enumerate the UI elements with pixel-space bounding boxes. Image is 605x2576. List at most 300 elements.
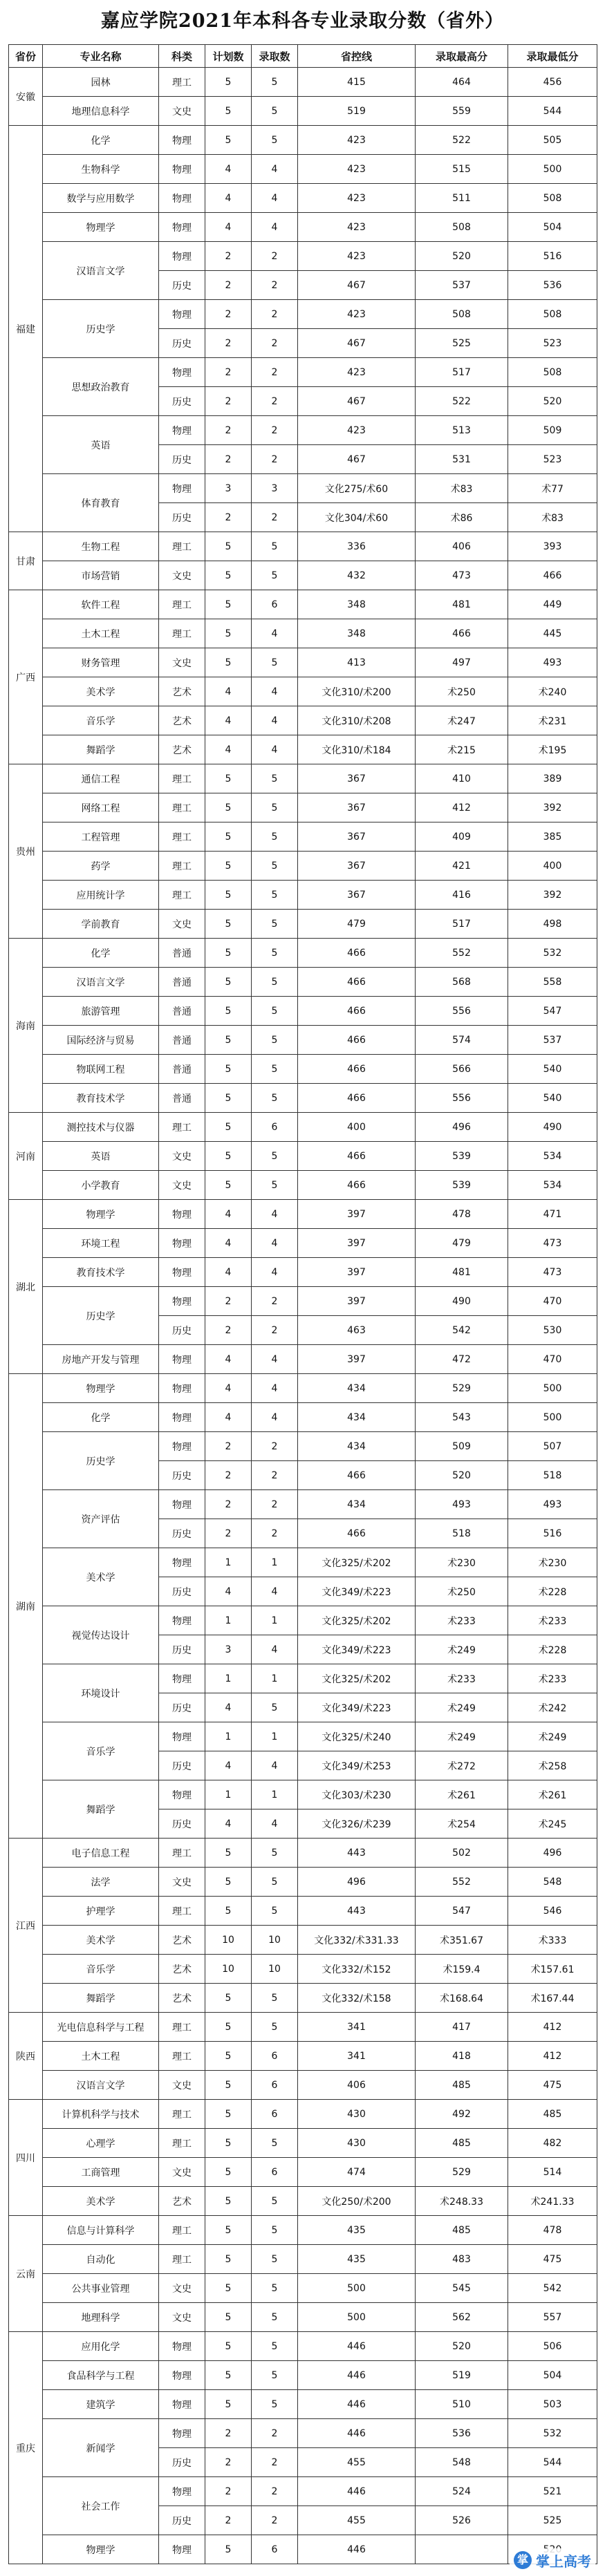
major-cell: 英语 (43, 416, 159, 474)
major-cell: 工程管理 (43, 822, 159, 852)
max-score-cell: 术248.33 (416, 2187, 508, 2216)
table-row (9, 1897, 597, 1926)
min-score-cell: 496 (508, 1839, 597, 1868)
min-score-cell: 558 (508, 968, 597, 997)
major-cell: 新闻学 (43, 2419, 159, 2477)
admitted-cell: 5 (252, 881, 298, 910)
min-score-cell: 470 (508, 1287, 597, 1316)
major-cell: 药学 (43, 852, 159, 881)
min-score-cell: 544 (508, 2448, 597, 2477)
table-row (9, 532, 597, 561)
major-cell: 历史学 (43, 1432, 159, 1490)
max-score-cell: 术83 (416, 474, 508, 503)
max-score-cell: 515 (416, 155, 508, 184)
admitted-cell: 4 (252, 1258, 298, 1287)
control-line-cell: 341 (298, 2013, 416, 2042)
category-cell: 历史 (159, 1635, 205, 1664)
min-score-cell: 504 (508, 213, 597, 242)
min-score-cell: 456 (508, 68, 597, 97)
admitted-cell: 5 (252, 1693, 298, 1722)
major-cell: 通信工程 (43, 764, 159, 793)
major-cell: 环境设计 (43, 1664, 159, 1722)
major-cell: 资产评估 (43, 1490, 159, 1548)
table-row (9, 416, 597, 445)
min-score-cell: 532 (508, 2419, 597, 2448)
table-row (9, 735, 597, 764)
control-line-cell: 423 (298, 126, 416, 155)
control-line-cell: 423 (298, 184, 416, 213)
category-cell: 物理 (159, 474, 205, 503)
max-score-cell: 536 (416, 2419, 508, 2448)
category-cell: 物理 (159, 2332, 205, 2361)
plan-cell: 5 (205, 590, 252, 619)
table-row (9, 1490, 597, 1519)
control-line-cell: 423 (298, 358, 416, 387)
max-score-cell: 术168.64 (416, 1984, 508, 2013)
max-score-cell: 485 (416, 2216, 508, 2245)
table-row (9, 68, 597, 97)
plan-cell: 5 (205, 2158, 252, 2187)
min-score-cell: 术230 (508, 1548, 597, 1577)
min-score-cell: 523 (508, 445, 597, 474)
max-score-cell: 548 (416, 2448, 508, 2477)
plan-cell: 5 (205, 2303, 252, 2332)
max-score-cell: 术250 (416, 1577, 508, 1606)
category-cell: 理工 (159, 532, 205, 561)
control-line-cell: 466 (298, 1461, 416, 1490)
control-line-cell: 文化325/术202 (298, 1664, 416, 1693)
category-cell: 物理 (159, 213, 205, 242)
category-cell: 历史 (159, 271, 205, 300)
plan-cell: 2 (205, 300, 252, 329)
plan-cell: 2 (205, 1490, 252, 1519)
table-row (9, 242, 597, 271)
major-cell: 美术学 (43, 677, 159, 706)
category-cell: 历史 (159, 1809, 205, 1839)
admitted-cell: 1 (252, 1722, 298, 1751)
min-score-cell: 508 (508, 300, 597, 329)
major-cell: 旅游管理 (43, 997, 159, 1026)
major-cell: 法学 (43, 1868, 159, 1897)
admitted-cell: 5 (252, 561, 298, 590)
min-score-cell: 485 (508, 2100, 597, 2129)
table-row (9, 2129, 597, 2158)
table-row (9, 126, 597, 155)
max-score-cell: 410 (416, 764, 508, 793)
category-cell: 历史 (159, 2448, 205, 2477)
major-cell: 市场营销 (43, 561, 159, 590)
plan-cell: 5 (205, 2390, 252, 2419)
category-cell: 艺术 (159, 677, 205, 706)
admitted-cell: 5 (252, 1171, 298, 1200)
major-cell: 美术学 (43, 2187, 159, 2216)
max-score-cell: 508 (416, 213, 508, 242)
control-line-cell: 466 (298, 1519, 416, 1548)
control-line-cell: 463 (298, 1316, 416, 1345)
category-cell: 理工 (159, 1839, 205, 1868)
table-row (9, 2100, 597, 2129)
category-cell: 物理 (159, 1287, 205, 1316)
min-score-cell: 523 (508, 329, 597, 358)
category-cell: 物理 (159, 1606, 205, 1635)
max-score-cell: 409 (416, 822, 508, 852)
table-row (9, 1955, 597, 1984)
plan-cell: 5 (205, 2535, 252, 2564)
max-score-cell: 562 (416, 2303, 508, 2332)
control-line-cell: 文化325/术202 (298, 1606, 416, 1635)
category-cell: 历史 (159, 1461, 205, 1490)
max-score-cell: 547 (416, 1897, 508, 1926)
plan-cell: 5 (205, 1984, 252, 2013)
max-score-cell: 485 (416, 2071, 508, 2100)
min-score-cell: 509 (508, 416, 597, 445)
control-line-cell: 367 (298, 822, 416, 852)
table-row (9, 619, 597, 648)
min-score-cell: 500 (508, 1403, 597, 1432)
control-line-cell: 397 (298, 1200, 416, 1229)
admitted-cell: 1 (252, 1548, 298, 1577)
page-title: 嘉应学院2021年本科各专业录取分数（省外） (100, 10, 505, 32)
category-cell: 理工 (159, 881, 205, 910)
max-score-cell: 522 (416, 126, 508, 155)
min-score-cell: 546 (508, 1897, 597, 1926)
max-score-cell: 421 (416, 852, 508, 881)
control-line-cell: 446 (298, 2361, 416, 2390)
control-line-cell: 496 (298, 1868, 416, 1897)
max-score-cell: 517 (416, 358, 508, 387)
min-score-cell: 389 (508, 764, 597, 793)
plan-cell: 2 (205, 242, 252, 271)
table-row (9, 184, 597, 213)
major-cell: 食品科学与工程 (43, 2361, 159, 2390)
table-row (9, 155, 597, 184)
table-row (9, 2535, 597, 2564)
admitted-cell: 5 (252, 2390, 298, 2419)
max-score-cell: 556 (416, 1084, 508, 1113)
admitted-cell: 3 (252, 474, 298, 503)
major-cell: 数学与应用数学 (43, 184, 159, 213)
admitted-cell: 5 (252, 1984, 298, 2013)
control-line-cell: 479 (298, 910, 416, 939)
admitted-cell: 10 (252, 1955, 298, 1984)
min-score-cell: 术261 (508, 1780, 597, 1809)
category-cell: 艺术 (159, 735, 205, 764)
plan-cell: 3 (205, 474, 252, 503)
admitted-cell: 5 (252, 997, 298, 1026)
min-score-cell: 475 (508, 2245, 597, 2274)
control-line-cell: 434 (298, 1403, 416, 1432)
control-line-cell: 415 (298, 68, 416, 97)
control-line-cell: 443 (298, 1839, 416, 1868)
max-score-cell: 485 (416, 2129, 508, 2158)
category-cell: 理工 (159, 764, 205, 793)
min-score-cell: 466 (508, 561, 597, 590)
plan-cell: 5 (205, 97, 252, 126)
plan-cell: 4 (205, 184, 252, 213)
plan-cell: 5 (205, 1839, 252, 1868)
admitted-cell: 4 (252, 1403, 298, 1432)
category-cell: 物理 (159, 2419, 205, 2448)
min-score-cell: 493 (508, 648, 597, 677)
max-score-cell: 497 (416, 648, 508, 677)
max-score-cell: 529 (416, 2158, 508, 2187)
table-row (9, 2274, 597, 2303)
admitted-cell: 2 (252, 387, 298, 416)
admitted-cell: 5 (252, 2013, 298, 2042)
plan-cell: 5 (205, 532, 252, 561)
admitted-cell: 5 (252, 1055, 298, 1084)
plan-cell: 5 (205, 968, 252, 997)
category-cell: 物理 (159, 184, 205, 213)
major-cell: 历史学 (43, 300, 159, 358)
admitted-cell: 2 (252, 416, 298, 445)
category-cell: 文史 (159, 2071, 205, 2100)
min-score-cell: 400 (508, 852, 597, 881)
table-row (9, 1258, 597, 1287)
major-cell: 视觉传达设计 (43, 1606, 159, 1664)
table-row (9, 2013, 597, 2042)
admitted-cell: 5 (252, 2274, 298, 2303)
province-cell: 广西 (9, 590, 43, 764)
plan-cell: 2 (205, 1519, 252, 1548)
control-line-cell: 397 (298, 1287, 416, 1316)
major-cell: 物理学 (43, 2535, 159, 2564)
category-cell: 理工 (159, 2216, 205, 2245)
min-score-cell: 537 (508, 1026, 597, 1055)
category-cell: 历史 (159, 329, 205, 358)
plan-cell: 5 (205, 68, 252, 97)
table-row (9, 2216, 597, 2245)
major-cell: 体育教育 (43, 474, 159, 532)
control-line-cell: 443 (298, 1897, 416, 1926)
plan-cell: 5 (205, 793, 252, 822)
table-row (9, 881, 597, 910)
plan-cell: 2 (205, 445, 252, 474)
min-score-cell: 392 (508, 881, 597, 910)
table-row (9, 1664, 597, 1693)
admitted-cell: 6 (252, 2042, 298, 2071)
admitted-cell: 2 (252, 300, 298, 329)
category-cell: 普通 (159, 1055, 205, 1084)
admitted-cell: 5 (252, 532, 298, 561)
admitted-cell: 2 (252, 1461, 298, 1490)
plan-cell: 10 (205, 1926, 252, 1955)
table-row (9, 2477, 597, 2506)
major-cell: 信息与计算科学 (43, 2216, 159, 2245)
control-line-cell: 文化303/术230 (298, 1780, 416, 1809)
admitted-cell: 2 (252, 358, 298, 387)
category-cell: 物理 (159, 126, 205, 155)
min-score-cell: 449 (508, 590, 597, 619)
max-score-cell: 术215 (416, 735, 508, 764)
max-score-cell: 542 (416, 1316, 508, 1345)
control-line-cell: 文化304/术60 (298, 503, 416, 532)
admitted-cell: 5 (252, 1868, 298, 1897)
control-line-cell: 466 (298, 1084, 416, 1113)
admitted-cell: 4 (252, 1345, 298, 1374)
max-score-cell: 513 (416, 416, 508, 445)
table-row (9, 968, 597, 997)
min-score-cell: 507 (508, 1432, 597, 1461)
major-cell: 生物科学 (43, 155, 159, 184)
table-row (9, 997, 597, 1026)
major-cell: 音乐学 (43, 706, 159, 735)
control-line-cell: 367 (298, 881, 416, 910)
category-cell: 历史 (159, 445, 205, 474)
category-cell: 历史 (159, 503, 205, 532)
control-line-cell: 466 (298, 997, 416, 1026)
category-cell: 物理 (159, 1403, 205, 1432)
max-score-cell: 529 (416, 1374, 508, 1403)
admitted-cell: 2 (252, 1316, 298, 1345)
control-line-cell: 430 (298, 2100, 416, 2129)
control-line-cell: 文化332/术158 (298, 1984, 416, 2013)
major-cell: 英语 (43, 1142, 159, 1171)
control-line-cell: 文化332/术152 (298, 1955, 416, 1984)
province-cell: 河南 (9, 1113, 43, 1200)
category-cell: 物理 (159, 1664, 205, 1693)
province-cell: 湖南 (9, 1374, 43, 1839)
min-score-cell: 482 (508, 2129, 597, 2158)
control-line-cell: 336 (298, 532, 416, 561)
category-cell: 物理 (159, 1548, 205, 1577)
category-cell: 文史 (159, 1171, 205, 1200)
max-score-cell: 术230 (416, 1548, 508, 1577)
control-line-cell: 348 (298, 619, 416, 648)
min-score-cell: 术228 (508, 1635, 597, 1664)
plan-cell: 5 (205, 910, 252, 939)
control-line-cell: 文化349/术253 (298, 1751, 416, 1780)
plan-cell: 5 (205, 1171, 252, 1200)
category-cell: 理工 (159, 619, 205, 648)
min-score-cell: 493 (508, 1490, 597, 1519)
plan-cell: 5 (205, 1026, 252, 1055)
max-score-cell: 502 (416, 1839, 508, 1868)
control-line-cell: 397 (298, 1229, 416, 1258)
control-line-cell: 文化349/术223 (298, 1577, 416, 1606)
max-score-cell: 525 (416, 329, 508, 358)
max-score-cell: 418 (416, 2042, 508, 2071)
control-line-cell: 446 (298, 2535, 416, 2564)
category-cell: 文史 (159, 648, 205, 677)
admitted-cell: 1 (252, 1664, 298, 1693)
category-cell: 普通 (159, 939, 205, 968)
table-row (9, 2303, 597, 2332)
max-score-cell: 466 (416, 619, 508, 648)
control-line-cell: 423 (298, 155, 416, 184)
category-cell: 理工 (159, 590, 205, 619)
control-line-cell: 413 (298, 648, 416, 677)
major-cell: 地理科学 (43, 2303, 159, 2332)
plan-cell: 2 (205, 416, 252, 445)
admitted-cell: 2 (252, 271, 298, 300)
category-cell: 理工 (159, 1897, 205, 1926)
major-cell: 小学教育 (43, 1171, 159, 1200)
min-score-cell: 术83 (508, 503, 597, 532)
control-line-cell: 文化250/术200 (298, 2187, 416, 2216)
max-score-cell: 490 (416, 1287, 508, 1316)
category-cell: 物理 (159, 2361, 205, 2390)
min-score-cell: 532 (508, 939, 597, 968)
control-line-cell: 446 (298, 2419, 416, 2448)
category-cell: 物理 (159, 2477, 205, 2506)
max-score-cell: 464 (416, 68, 508, 97)
min-score-cell: 术233 (508, 1664, 597, 1693)
table-row (9, 1113, 597, 1142)
min-score-cell: 520 (508, 387, 597, 416)
table-row (9, 1868, 597, 1897)
min-score-cell: 547 (508, 997, 597, 1026)
major-cell: 测控技术与仪器 (43, 1113, 159, 1142)
category-cell: 理工 (159, 793, 205, 822)
max-score-cell: 496 (416, 1113, 508, 1142)
min-score-cell: 术77 (508, 474, 597, 503)
max-score-cell: 492 (416, 2100, 508, 2129)
logo-icon: 掌 (514, 2551, 532, 2569)
min-score-cell: 534 (508, 1142, 597, 1171)
plan-cell: 5 (205, 1055, 252, 1084)
plan-cell: 5 (205, 648, 252, 677)
control-line-cell: 341 (298, 2042, 416, 2071)
major-cell: 环境工程 (43, 1229, 159, 1258)
max-score-cell: 520 (416, 2332, 508, 2361)
admitted-cell: 4 (252, 1635, 298, 1664)
plan-cell: 2 (205, 2448, 252, 2477)
max-score-cell: 522 (416, 387, 508, 416)
admitted-cell: 1 (252, 1606, 298, 1635)
table-row (9, 590, 597, 619)
table-row (9, 1287, 597, 1316)
control-line-cell: 367 (298, 852, 416, 881)
table-row (9, 1432, 597, 1461)
plan-cell: 4 (205, 1403, 252, 1432)
major-cell: 房地产开发与管理 (43, 1345, 159, 1374)
province-cell: 安徽 (9, 68, 43, 126)
admitted-cell: 4 (252, 619, 298, 648)
max-score-cell: 508 (416, 300, 508, 329)
max-score-cell: 539 (416, 1171, 508, 1200)
min-score-cell: 术231 (508, 706, 597, 735)
admitted-cell: 5 (252, 822, 298, 852)
table-row (9, 2042, 597, 2071)
control-line-cell: 455 (298, 2448, 416, 2477)
category-cell: 普通 (159, 968, 205, 997)
control-line-cell: 文化332/术331.33 (298, 1926, 416, 1955)
plan-cell: 4 (205, 1751, 252, 1780)
max-score-cell: 510 (416, 2390, 508, 2419)
min-score-cell: 术240 (508, 677, 597, 706)
table-row (9, 2158, 597, 2187)
major-cell: 应用统计学 (43, 881, 159, 910)
max-score-cell: 406 (416, 532, 508, 561)
plan-cell: 5 (205, 939, 252, 968)
table-row (9, 1403, 597, 1432)
max-score-cell: 473 (416, 561, 508, 590)
plan-cell: 2 (205, 2477, 252, 2506)
table-row (9, 2390, 597, 2419)
major-cell: 光电信息科学与工程 (43, 2013, 159, 2042)
table-row (9, 1780, 597, 1809)
category-cell: 历史 (159, 387, 205, 416)
category-cell: 物理 (159, 2390, 205, 2419)
plan-cell: 2 (205, 2506, 252, 2535)
admitted-cell: 4 (252, 706, 298, 735)
max-score-cell: 556 (416, 997, 508, 1026)
min-score-cell: 412 (508, 2013, 597, 2042)
min-score-cell: 508 (508, 358, 597, 387)
major-cell: 化学 (43, 126, 159, 155)
category-cell: 物理 (159, 2535, 205, 2564)
